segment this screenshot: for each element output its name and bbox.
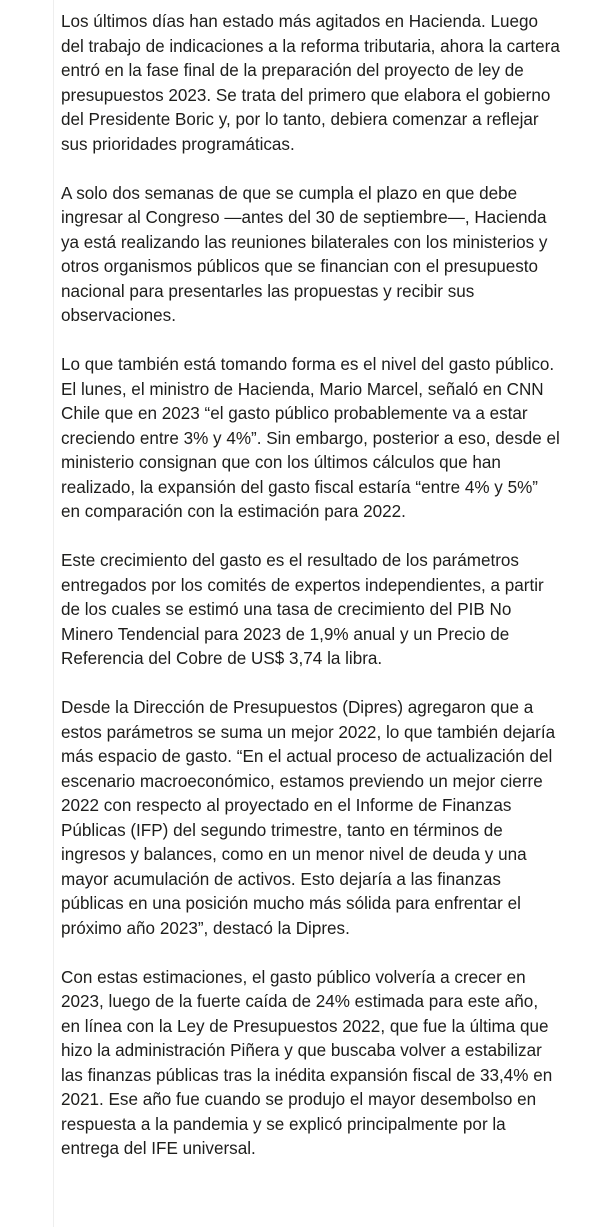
article-paragraph-4: Este crecimiento del gasto es el resultado de los parámetros entregados por los comités de expertos independientes, a partir de los cuales se estimó una tasa de crecimiento del PIB No Minero Tendencial para 2023 de 1,9% anual y un Precio de Referencia del Cobre de US$ 3,74 la libra. [61, 551, 544, 668]
article-paragraph-1: Los últimos días han estado más agitados en Hacienda. Luego del trabajo de indicaciones a la reforma tributaria, ahora la cartera entró en la fase final de la preparación del proyecto de ley de presupuestos 2023. Se trata del primero que elabora el gobierno del Presidente Boric y, por lo tanto, debiera comenzar a reflejar sus prioridades programáticas. [61, 12, 560, 154]
left-column-divider [53, 0, 54, 1227]
article-paragraph-5: Desde la Dirección de Presupuestos (Dipres) agregaron que a estos parámetros se suma un mejor 2022, lo que también dejaría más espacio de gasto. “En el actual proceso de actualización del escenario macroeconómico, estamos previendo un mejor cierre 2022 con respecto al proyectado en el Informe de Finanzas Públicas (IFP) del segundo trimestre, tanto en términos de ingresos y balances, como en un menor nivel de deuda y una mayor acumulación de activos. Esto dejaría a las finanzas públicas en una posición mucho más sólida para enfrentar el próximo año 2023”, destacó la Dipres. [61, 698, 556, 938]
article-paragraph-3: Lo que también está tomando forma es el nivel del gasto público. El lunes, el ministro de Hacienda, Mario Marcel, señaló en CNN Chile que en 2023 “el gasto público probablemente va a estar creciendo entre 3% y 4%”. Sin embargo, posterior a eso, desde el ministerio consignan que con los últimos cálculos que han realizado, la expansión del gasto fiscal estaría “entre 4% y 5%” en comparación con la estimación para 2022. [61, 355, 560, 521]
article-paragraph-6: Con estas estimaciones, el gasto público volvería a crecer en 2023, luego de la fuerte caída de 24% estimada para este año, en línea con la Ley de Presupuestos 2022, que fue la última que hizo la administración Piñera y que buscaba volver a estabilizar las finanzas públicas tras la inédita expansión fiscal de 33,4% en 2021. Ese año fue cuando se produjo el mayor desembolso en respuesta a la pandemia y se explicó principalmente por la entrega del IFE universal. [61, 967, 553, 1158]
article-body [61, 10, 561, 1186]
article-paragraph-2: A solo dos semanas de que se cumpla el plazo en que debe ingresar al Congreso —antes del 30 de septiembre—, Hacienda ya está realizando las reuniones bilaterales con los ministerios y otros organismos públicos que se financian con el presupuesto nacional para presentarles las propuestas y recibir sus observaciones. [61, 183, 548, 325]
